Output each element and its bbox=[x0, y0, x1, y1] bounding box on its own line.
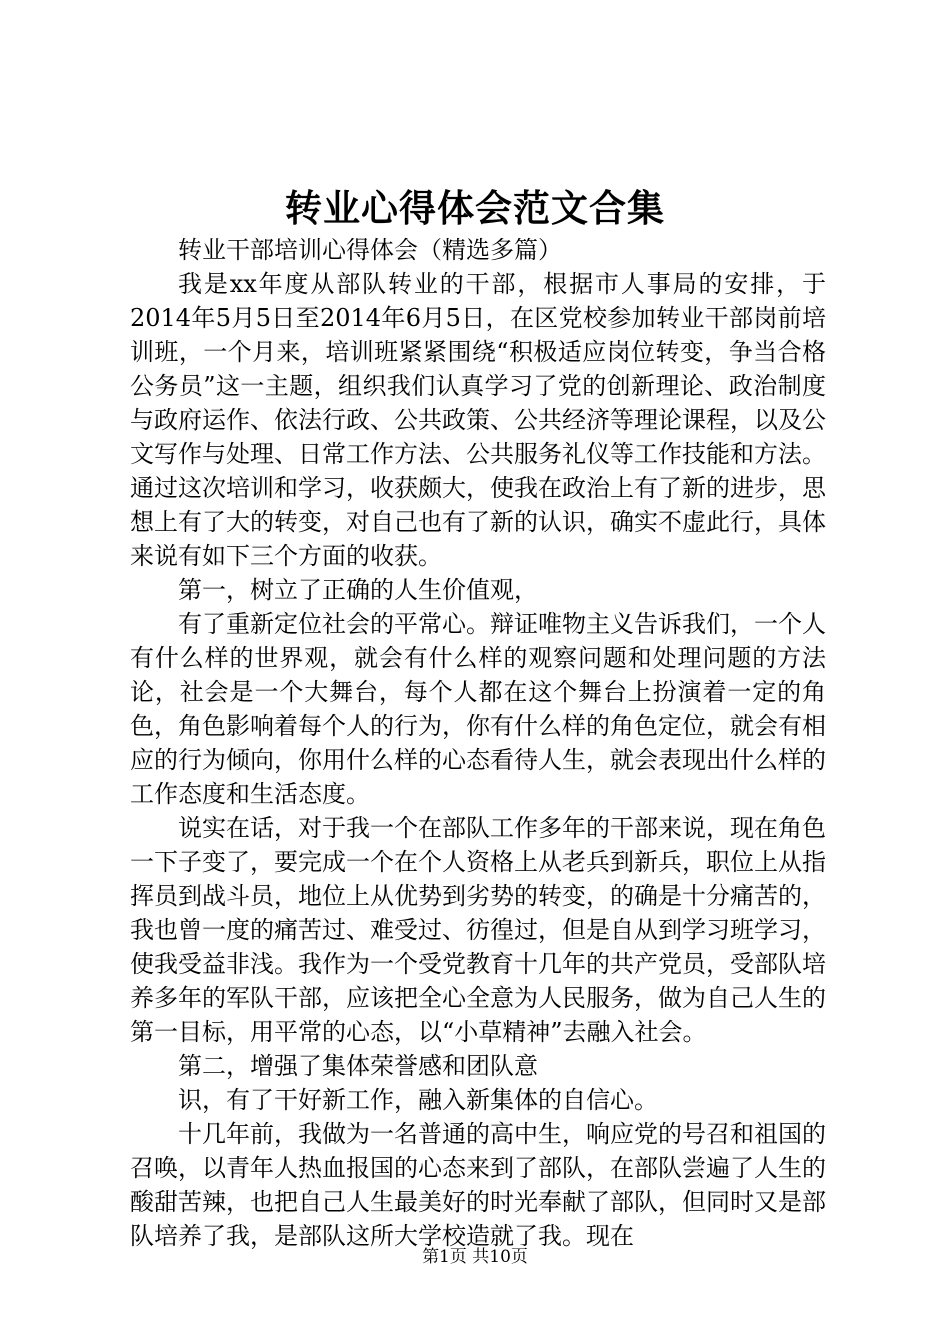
body-paragraph: 第二，增强了集体荣誉感和团队意 bbox=[178, 1052, 538, 1080]
page-number-footer: 第1页 共10页 bbox=[422, 1247, 528, 1267]
body-paragraph: 识，有了干好新工作，融入新集体的自信心。 bbox=[178, 1086, 658, 1114]
body-paragraph: 说实在话，对于我一个在部队工作多年的干部来说，现在角色一下子变了，要完成一个在个人资格上从老兵到新兵，职位上从指挥员到战斗员，地位上从优势到劣势的转变，的确是十分痛苦的，我也曾一度的痛苦过、难受过、彷徨过，但是自从到学习班学习，使我受益非浅。我作为一个受党教育十几年的共产党员，受部队培养多年的军队干部，应该把全心全意为人民服务，做为自己人生的第一目标，用平常的心态，以“小草精神”去融入社会。 bbox=[130, 814, 826, 1046]
body-paragraph: 第一，树立了正确的人生价值观， bbox=[178, 576, 538, 604]
document-body bbox=[130, 233, 826, 1253]
body-paragraph: 十几年前，我做为一名普通的高中生，响应党的号召和祖国的召唤，以青年人热血报国的心态来到了部队，在部队尝遍了人生的酸甜苦辣，也把自己人生最美好的时光奉献了部队，但同时又是部队培养了我，是部队这所大学校造就了我。现在 bbox=[130, 1120, 826, 1250]
body-paragraph: 我是xx年度从部队转业的干部，根据市人事局的安排，于2014年5月5日至2014年6月5日，在区党校参加转业干部岗前培训班，一个月来，培训班紧紧围绕“积极适应岗位转变，争当合格公务员”这一主题，组织我们认真学习了党的创新理论、政治制度与政府运作、依法行政、公共政策、公共经济等理论课程，以及公文写作与处理、日常工作方法、公共服务礼仪等工作技能和方法。通过这次培训和学习，收获颇大，使我在政治上有了新的进步，思想上有了大的转变，对自己也有了新的认识，确实不虚此行，具体来说有如下三个方面的收获。 bbox=[130, 270, 826, 570]
subtitle-paragraph: 转业干部培训心得体会（精选多篇） bbox=[178, 236, 562, 264]
document-title: 转业心得体会范文合集 bbox=[285, 186, 665, 230]
body-paragraph: 有了重新定位社会的平常心。辩证唯物主义告诉我们，一个人有什么样的世界观，就会有什么样的观察问题和处理问题的方法论，社会是一个大舞台，每个人都在这个舞台上扮演着一定的角色，角色影响着每个人的行为，你有什么样的角色定位，就会有相应的行为倾向，你用什么样的心态看待人生，就会表现出什么样的工作态度和生活态度。 bbox=[130, 610, 826, 808]
